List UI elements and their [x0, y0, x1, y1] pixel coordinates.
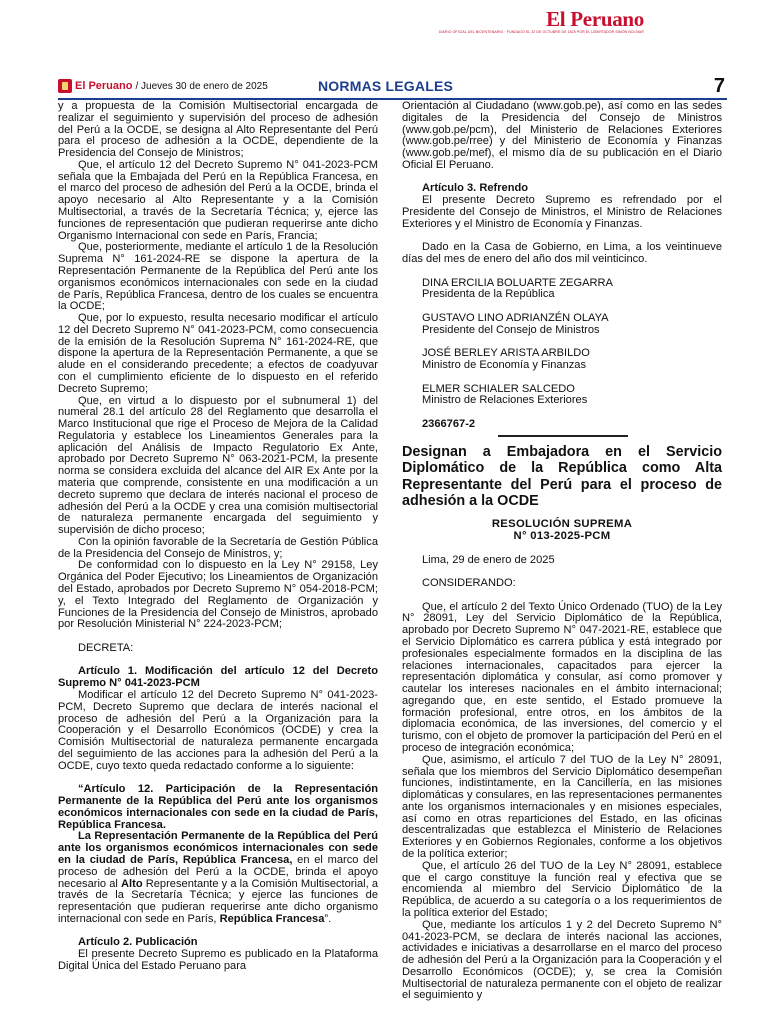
signatory-name: GUSTAVO LINO ADRIANZÉN OLAYA: [422, 312, 609, 324]
page-header: [58, 75, 727, 100]
signatory-role: Ministro de Economía y Finanzas: [422, 359, 587, 372]
section-title: NORMAS LEGALES: [318, 78, 454, 94]
paragraph: Que, el artículo 2 del Texto Único Ordenado (TUO) de la Ley N° 28091, Ley del Servicio Diplomático de la República, aprobado por Decreto Supremo N° 047-2021-RE, establece que el Servicio Diplomático es carrera pública y está integrado por profesionales especialmente formados en la disciplina de las relaciones internacionales, capacitados para ejercer la representación diplomática y consular, así como promover y cautelar los intereses nacionales en el ámbito internacional; agregando que, en este sentido, el Estado promueve la formación profesional, entre otros, en los ámbitos de la diplomacia económica, de las inversiones, del comercio y el turismo, con el objeto de promover la participación del Perú en el proceso de integración económica;: [402, 600, 722, 754]
article-2-body: El presente Decreto Supremo es publicado en la Plataforma Digital Única del Estado Peruano para: [58, 948, 378, 972]
norm-code: 2366767-2: [422, 417, 476, 430]
paragraph: Que, en virtud a lo dispuesto por el subnumeral 1) del numeral 28.1 del artículo 28 del Reglamento que desarrolla el Marco Institucional que rige el Proceso de Mejora de la Calidad Regulatoria y establece los Lineamientos Generales para la aplicación del Análisis de Impacto Regulatorio Ex Ante, aprobado por Decreto Supremo N° 063-2021-PCM, la presente norma se considera excluida del alcance del AIR Ex Ante por la materia que comprende, consistente en una modificación a un decreto supremo que declara de interés nacional el proceso de adhesión del Perú a la OCDE y crea una comisión multisectorial de naturaleza permanente encargada del seguimiento y supervisión de dicho proceso;: [58, 394, 378, 537]
paragraph: Que, posteriormente, mediante el artículo 1 de la Resolución Suprema N° 161-2024-RE se dispone la apertura de la Representación Permanente de la República del Perú ante los organismos económicos internacionales con sede en la ciudad de París, República Francesa, dentro de los cuales se encuentra la OCDE;: [58, 241, 378, 313]
resolution-number: N° 013-2025-PCM: [513, 530, 611, 543]
signatory-name: JOSÉ BERLEY ARISTA ARBILDO: [422, 347, 590, 360]
considerando-heading: CONSIDERANDO:: [422, 577, 516, 590]
paragraph: Que, asimismo, el artículo 7 del TUO de la Ley N° 28091, señala que los miembros del Servicio Diplomático desempeñan funciones, indistintamente, en la Cancillería, en las misiones diplomáticas y consulares, en las representaciones permanentes ante los organismos internacionales y en misiones especiales, así como en otras reparticiones del Estado, en las oficinas descentralizadas que establezca el Ministerio de Relaciones Exteriores y en Gobiernos Regionales, conforme a los objetivos de la política exterior;: [402, 753, 722, 861]
coat-of-arms-icon: [58, 79, 72, 93]
header-paper-name: El Peruano: [75, 80, 133, 92]
signatory-name: ELMER SCHIALER SALCEDO: [422, 382, 575, 395]
paragraph: Que, por lo expuesto, resulta necesario modificar el artículo 12 del Decreto Supremo N° 041-2023-PCM, como consecuencia de la emisión de la Resolución Suprema N° 161-2024-RE, que dispone la apertura de la Representación Permanente, a que se alude en el considerando precedente; a efectos de coadyuvar con el cumplimiento eficiente de lo dispuesto en el referido Decreto Supremo;: [58, 312, 378, 395]
article-2-title: Artículo 2. Publicación: [78, 936, 198, 949]
signatory-role: Ministro de Relaciones Exteriores: [422, 394, 588, 407]
header-masthead: [58, 79, 268, 93]
newspaper-logo: [439, 8, 644, 34]
closing-formula: Dado en la Casa de Gobierno, en Lima, a los veintinueve días del mes de enero del año dos mil veinticinco.: [402, 241, 722, 266]
header-date: / Jueves 30 de enero de 2025: [135, 80, 268, 92]
decreta-heading: DECRETA:: [78, 641, 134, 654]
resolution-title: Designan a Embajadora en el Servicio Diplomático de la República como Alta Representante del Perú para el proceso de adhesión a la OCDE: [402, 443, 722, 510]
article-1-title: Artículo 1. Modificación del artículo 12 del Decreto Supremo N° 041-2023-PCM: [58, 665, 378, 690]
signatory-role: Presidenta de la República: [422, 288, 555, 301]
right-column: [402, 101, 722, 1002]
section-divider: [498, 435, 628, 437]
logo-tagline: DIARIO OFICIAL DEL BICENTENARIO · FUNDADO EL 22 DE OCTUBRE DE 1825 POR EL LIBERTADOR SIMÓN BOLÍVAR: [438, 30, 644, 34]
paragraph: Que, el artículo 12 del Decreto Supremo N° 041-2023-PCM señala que la Embajada del Perú en la República Francesa, en el marco del proceso de adhesión del Perú a la OCDE, brinda el apoyo necesario al Alto Representante y a la Comisión Multisectorial, a través de la Secretaría Técnica; y, ejerce las funciones de representación que pudieran requerirse ante dicho Organismo Internacional con sede en París, Francia;: [58, 158, 378, 242]
paragraph: Con la opinión favorable de la Secretaría de Gestión Pública de la Presidencia del Consejo de Ministros, y;: [58, 535, 378, 560]
article-3-body: El presente Decreto Supremo es refrendado por el Presidente del Consejo de Ministros, el Ministro de Relaciones Exteriores y el Ministro de Economía y Finanzas.: [402, 194, 722, 230]
signatory-role: Presidente del Consejo de Ministros: [422, 323, 600, 336]
paragraph: Orientación al Ciudadano (www.gob.pe), así como en las sedes digitales de la Presidencia del Consejo de Ministros (www.gob.pe/pcm), del Ministerio de Relaciones Exteriores (www.gob.pe/rree) y del Ministerio de Economía y Finanzas (www.gob.pe/mef), el mismo día de su publicación en el Diario Oficial El Peruano.: [402, 100, 722, 171]
resolution-type: RESOLUCIÓN SUPREMA: [491, 517, 633, 530]
paragraph: Que, el artículo 26 del TUO de la Ley N° 28091, establece que el cargo constituye la función real y efectiva que se encomienda al miembro del Servicio Diplomático de la República, de acuerdo a su categoría o a los requerimientos de la política exterior del Estado;: [402, 859, 722, 919]
logo-wordmark: El Peruano: [546, 7, 644, 31]
paragraph: Que, mediante los artículos 1 y 2 del Decreto Supremo N° 041-2023-PCM, se declara de interés nacional las acciones, actividades e iniciativas a desarrollarse en el marco del proceso de adhesión del Perú a la Organización para la Cooperación y el Desarrollo Económicos (OCDE); y, se crea la Comisión Multisectorial de naturaleza permanente con el objeto de realizar el seguimiento y: [402, 918, 722, 1002]
signatory-name: DINA ERCILIA BOLUARTE ZEGARRA: [422, 276, 613, 289]
article-1-body: Modificar el artículo 12 del Decreto Supremo N° 041-2023-PCM, Decreto Supremo que declara de interés nacional el proceso de adhesión del Perú a la Organización para la Cooperación y el Desarrollo Económicos (OCDE) y crea la Comisión Multisectorial de naturaleza permanente encargada del seguimiento de las acciones para la adhesión del Perú a la OCDE, cuyo texto queda redactado conforme a lo siguiente:: [58, 689, 378, 772]
paragraph: De conformidad con lo dispuesto en la Ley N° 29158, Ley Orgánica del Poder Ejecutivo; los Lineamientos de Organización del Estado, aprobados por Decreto Supremo N° 054-2018-PCM; y, el Texto Integrado del Reglamento de Organización y Funciones de la Presidencia del Consejo de Ministros, aprobado por Resolución Ministerial N° 224-2023-PCM;: [58, 559, 378, 631]
quoted-article-body: La Representación Permanente de la República del Perú ante los organismos económicos internacionales con sede en la ciudad de París, República Francesa, en el marco del proceso de adhesión del Perú a la OCDE, brinda el apoyo necesario al Alto Representante y a la Comisión Multisectorial, a través de la Secretaría Técnica; y ejerce las funciones de representación que pudieran requerirse ante dicho organismo internacional con sede en París, República Francesa”.: [58, 830, 378, 925]
resolution-date: Lima, 29 de enero de 2025: [422, 553, 555, 566]
quoted-article-title: “Artículo 12. Participación de la Representación Permanente de la República del Perú ante los organismos económicos internacionales con sede en la ciudad de París, República Francesa.: [58, 783, 378, 831]
paragraph: y a propuesta de la Comisión Multisectorial encargada de realizar el seguimiento y supervisión del proceso de adhesión del Perú a la OCDE, se designa al Alto Representante del Perú para el proceso de adhesión a la OCDE, dependiente de la Presidencia del Consejo de Ministros;: [58, 100, 378, 160]
page-number: 7: [713, 75, 725, 97]
article-3-title: Artículo 3. Refrendo: [422, 182, 529, 195]
left-column: [58, 101, 378, 973]
